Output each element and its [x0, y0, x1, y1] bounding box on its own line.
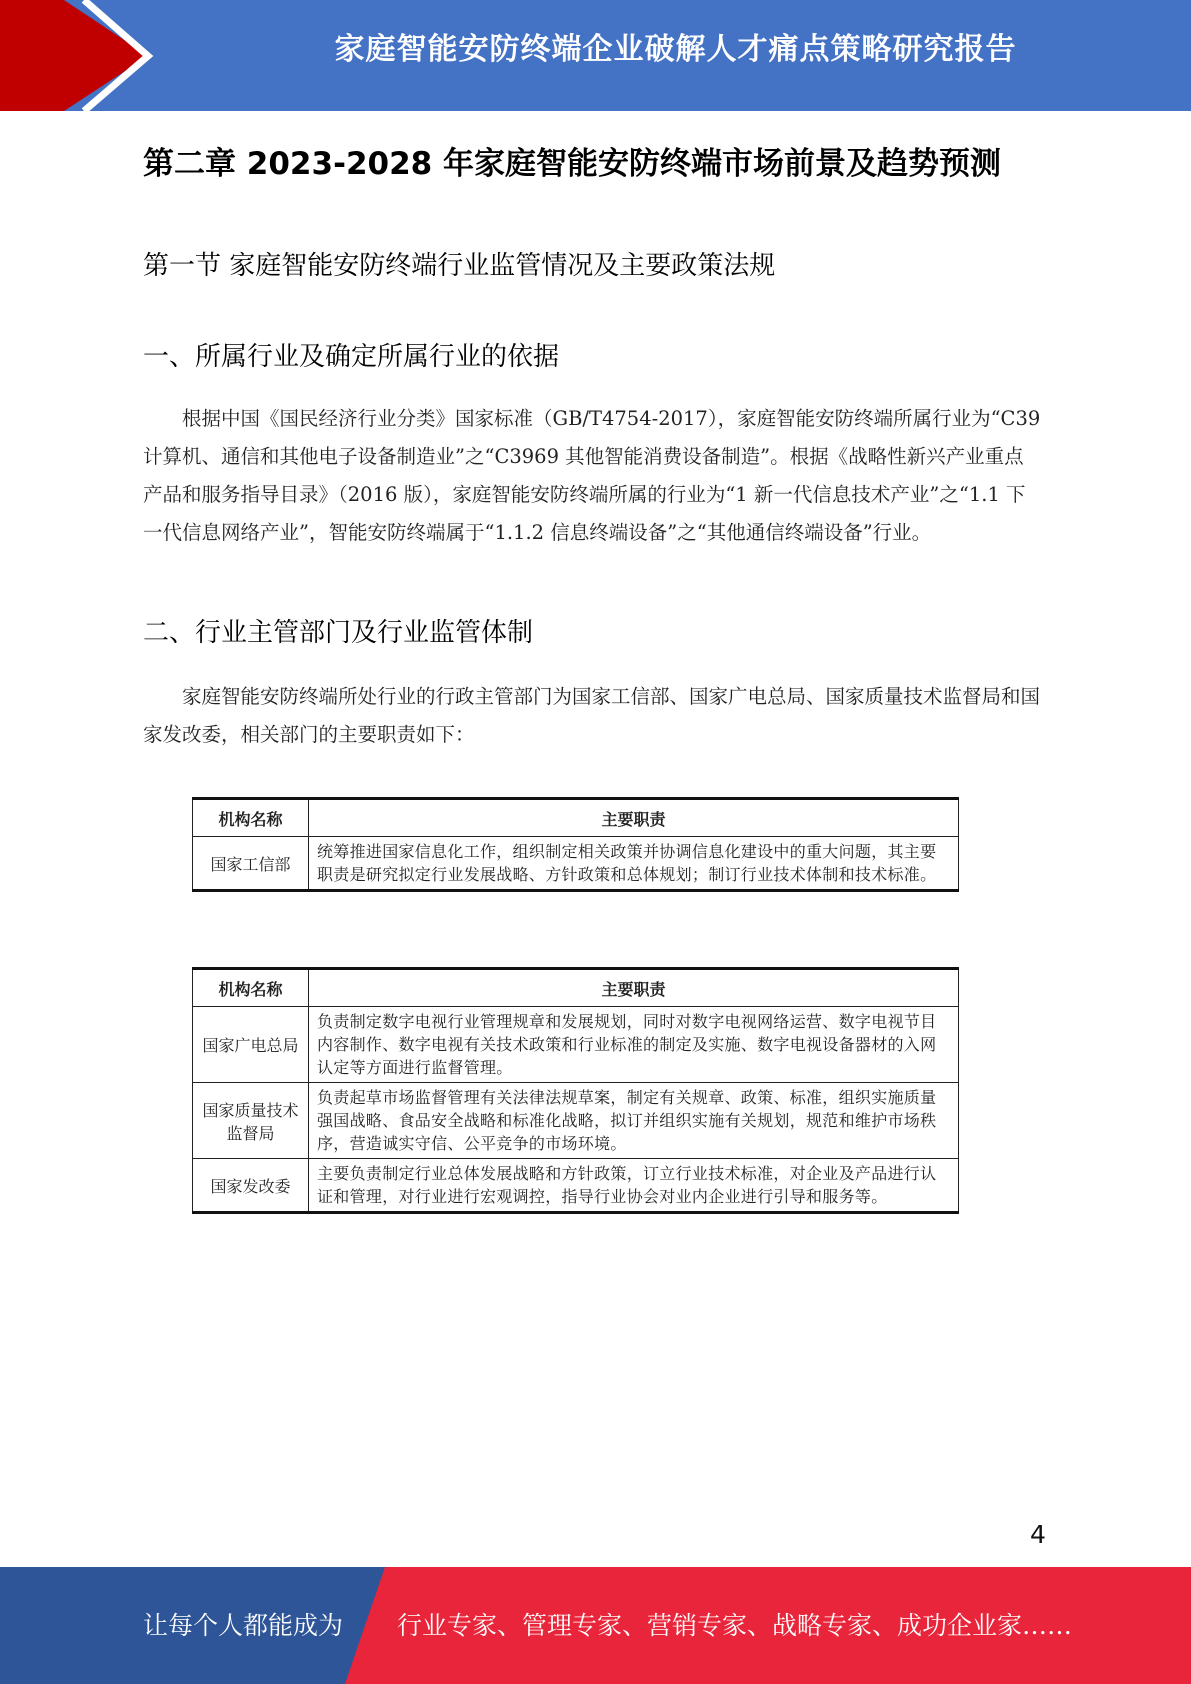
paragraph-industry-classification: 根据中国《国民经济行业分类》国家标准（GB/T4754-2017），家庭智能安防终端所属行业为“C39 计算机、通信和其他电子设备制造业”之“C3969 其他智能消费设备制造”。根据《战略性新兴产业重点产品和服务指导目录》（2016 版），家庭智能安防终端所属的行业为“1 新一代信息技术产业”之“1.1 下一代信息网络产业”，智能安防终端属于“1.1.2 信息终端设备”之“其他通信终端设备”行业。: [143, 407, 1041, 544]
org-name-cell: 国家发改委: [193, 1159, 309, 1213]
page-number: 4: [1030, 1520, 1046, 1549]
table-row: [193, 1007, 959, 1083]
authority-duty-table-1: [192, 797, 959, 892]
section-title: 第一节 家庭智能安防终端行业监管情况及主要政策法规: [143, 251, 776, 281]
org-name-cell: 国家质量技术监督局: [193, 1083, 309, 1159]
org-name-cell: 国家广电总局: [193, 1007, 309, 1083]
duty-cell: 主要负责制定行业总体发展战略和方针政策，订立行业技术标准，对企业及产品进行认证和管理，对行业进行宏观调控，指导行业协会对业内企业进行引导和服务等。: [309, 1159, 959, 1213]
sub-heading-regulatory-system: 二、行业主管部门及行业监管体制: [143, 618, 534, 648]
sub-heading-industry-classification: 一、所属行业及确定所属行业的依据: [143, 342, 560, 372]
table-header-row: [193, 799, 959, 837]
column-header-duty: 主要职责: [309, 799, 959, 837]
footer-slogan-left: 让每个人都能成为: [143, 1611, 344, 1640]
authority-duty-table-2: [192, 967, 959, 1214]
paragraph-regulatory-system: 家庭智能安防终端所处行业的行政主管部门为国家工信部、国家广电总局、国家质量技术监督局和国家发改委，相关部门的主要职责如下：: [143, 685, 1041, 746]
chapter-title: 第二章 2023-2028 年家庭智能安防终端市场前景及趋势预测: [143, 146, 1002, 182]
column-header-org: 机构名称: [193, 799, 309, 837]
org-name-cell: 国家工信部: [193, 837, 309, 891]
page-footer: [0, 1567, 1191, 1684]
column-header-duty: 主要职责: [309, 969, 959, 1007]
footer-slogan-right: 行业专家、管理专家、营销专家、战略专家、成功企业家……: [397, 1611, 1073, 1640]
table-header-row: [193, 969, 959, 1007]
duty-cell: 负责制定数字电视行业管理规章和发展规划，同时对数字电视网络运营、数字电视节目内容制作、数字电视有关技术政策和行业标准的制定及实施、数字电视设备器材的入网认定等方面进行监督管理。: [309, 1007, 959, 1083]
table-row: [193, 1083, 959, 1159]
duty-cell: 负责起草市场监督管理有关法律法规草案，制定有关规章、政策、标准，组织实施质量强国战略、食品安全战略和标准化战略，拟订并组织实施有关规划，规范和维护市场秩序，营造诚实守信、公平竞争的市场环境。: [309, 1083, 959, 1159]
page-header: [0, 0, 1191, 111]
table-row: [193, 837, 959, 891]
duty-cell: 统筹推进国家信息化工作，组织制定相关政策并协调信息化建设中的重大问题，其主要职责是研究拟定行业发展战略、方针政策和总体规划；制订行业技术体制和技术标准。: [309, 837, 959, 891]
report-title: 家庭智能安防终端企业破解人才痛点策略研究报告: [334, 32, 1017, 67]
column-header-org: 机构名称: [193, 969, 309, 1007]
table-row: [193, 1159, 959, 1213]
